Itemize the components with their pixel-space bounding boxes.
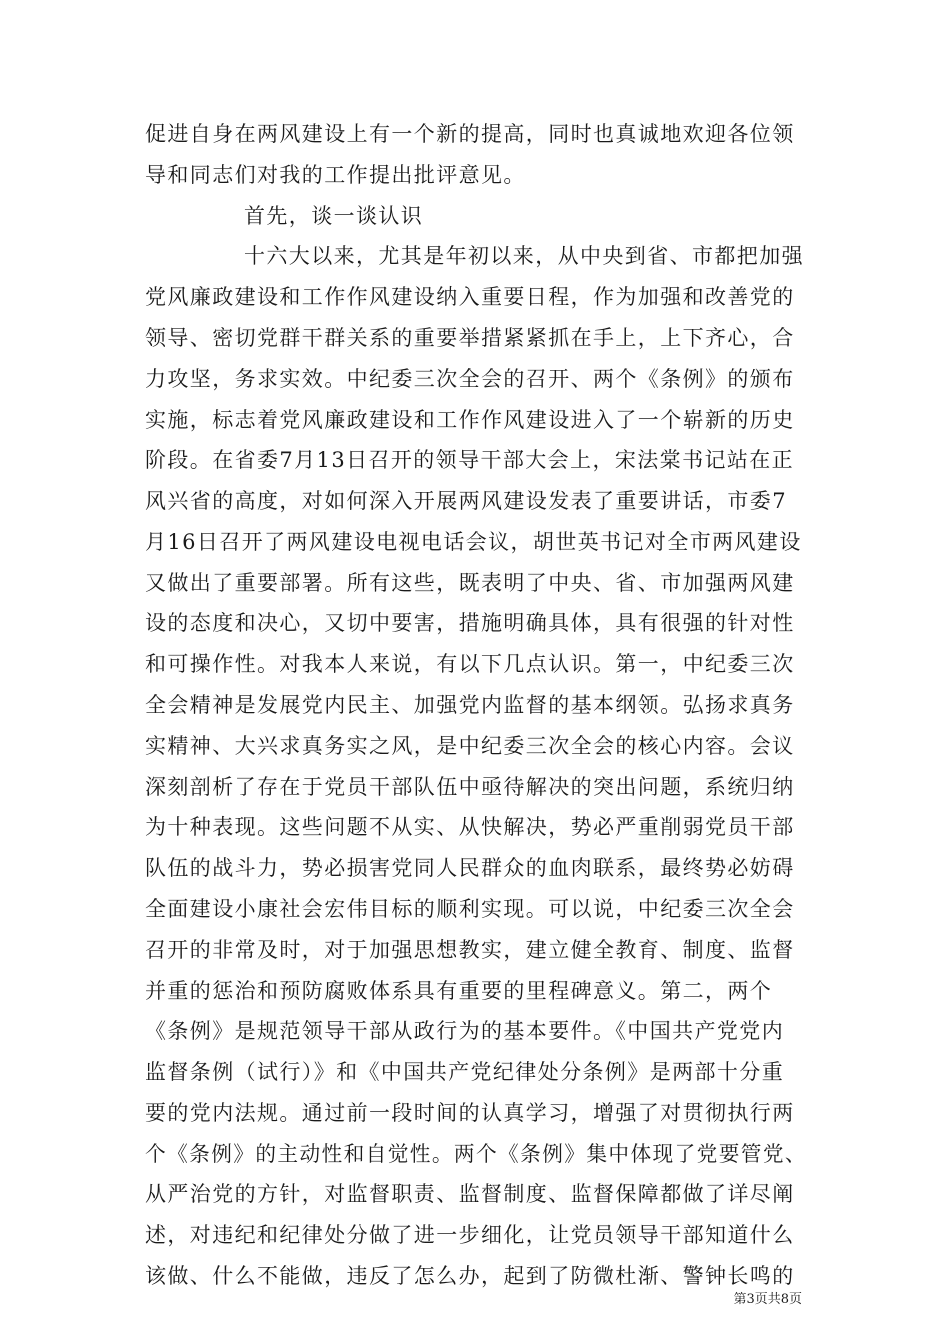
text-line: 导和同志们对我的工作提出批评意见。 <box>145 163 526 187</box>
text-line: 要的党内法规。通过前一段时间的认真学习，增强了对贯彻执行两 <box>145 1101 795 1125</box>
text-line: 监督条例（试行）》和《中国共产党纪律处分条例》是两部十分重 <box>145 1060 785 1084</box>
text-line: 设的态度和决心，又切中要害，措施明确具体，具有很强的针对性 <box>145 611 795 635</box>
text-line: 《条例》是规范领导干部从政行为的基本要件。《中国共产党党内 <box>145 1019 785 1043</box>
text-line: 党风廉政建设和工作作风建设纳入重要日程，作为加强和改善党的 <box>145 285 795 309</box>
section-heading: 首先，谈一谈认识 <box>244 204 424 228</box>
text-line: 实精神、大兴求真务实之风，是中纪委三次全会的核心内容。会议 <box>145 734 795 758</box>
text-line: 月16日召开了两风建设电视电话会议，胡世英书记对全市两风建设 <box>145 530 802 554</box>
text-line: 全会精神是发展党内民主、加强党内监督的基本纲领。弘扬求真务 <box>145 693 795 717</box>
text-line: 并重的惩治和预防腐败体系具有重要的里程碑意义。第二，两个 <box>145 979 773 1003</box>
text-line: 从严治党的方针，对监督职责、监督制度、监督保障都做了详尽阐 <box>145 1182 795 1206</box>
text-line: 阶段。在省委7月13日召开的领导干部大会上，宋法棠书记站在正 <box>145 448 795 472</box>
text-line: 该做、什么不能做，违反了怎么办，起到了防微杜渐、警钟长鸣的 <box>145 1264 795 1288</box>
text-line: 又做出了重要部署。所有这些，既表明了中央、省、市加强两风建 <box>145 571 795 595</box>
text-line: 全面建设小康社会宏伟目标的顺利实现。可以说，中纪委三次全会 <box>145 897 795 921</box>
text-line: 力攻坚，务求实效。中纪委三次全会的召开、两个《条例》的颁布 <box>145 367 795 391</box>
text-line: 领导、密切党群干群关系的重要举措紧紧抓在手上，上下齐心，合 <box>145 326 795 350</box>
text-line: 个《条例》的主动性和自觉性。两个《条例》集中体现了党要管党、 <box>145 1142 807 1166</box>
text-line: 队伍的战斗力，势必损害党同人民群众的血肉联系，最终势必妨碍 <box>145 856 795 880</box>
text-line: 召开的非常及时，对于加强思想教实，建立健全教育、制度、监督 <box>145 938 795 962</box>
text-line: 促进自身在两风建设上有一个新的提高，同时也真诚地欢迎各位领 <box>145 122 795 146</box>
text-line: 十六大以来，尤其是年初以来，从中央到省、市都把加强 <box>244 244 804 268</box>
text-line: 和可操作性。对我本人来说，有以下几点认识。第一，中纪委三次 <box>145 652 795 676</box>
text-line: 述，对违纪和纪律处分做了进一步细化，让党员领导干部知道什么 <box>145 1223 795 1247</box>
text-line: 深刻剖析了存在于党员干部队伍中亟待解决的突出问题，系统归纳 <box>145 775 795 799</box>
text-line: 风兴省的高度，对如何深入开展两风建设发表了重要讲话，市委7 <box>145 489 787 513</box>
text-line: 实施，标志着党风廉政建设和工作作风建设进入了一个崭新的历史 <box>145 408 795 432</box>
page-number: 第3页共8页 <box>733 1292 802 1307</box>
text-line: 为十种表现。这些问题不从实、从快解决，势必严重削弱党员干部 <box>145 815 795 839</box>
